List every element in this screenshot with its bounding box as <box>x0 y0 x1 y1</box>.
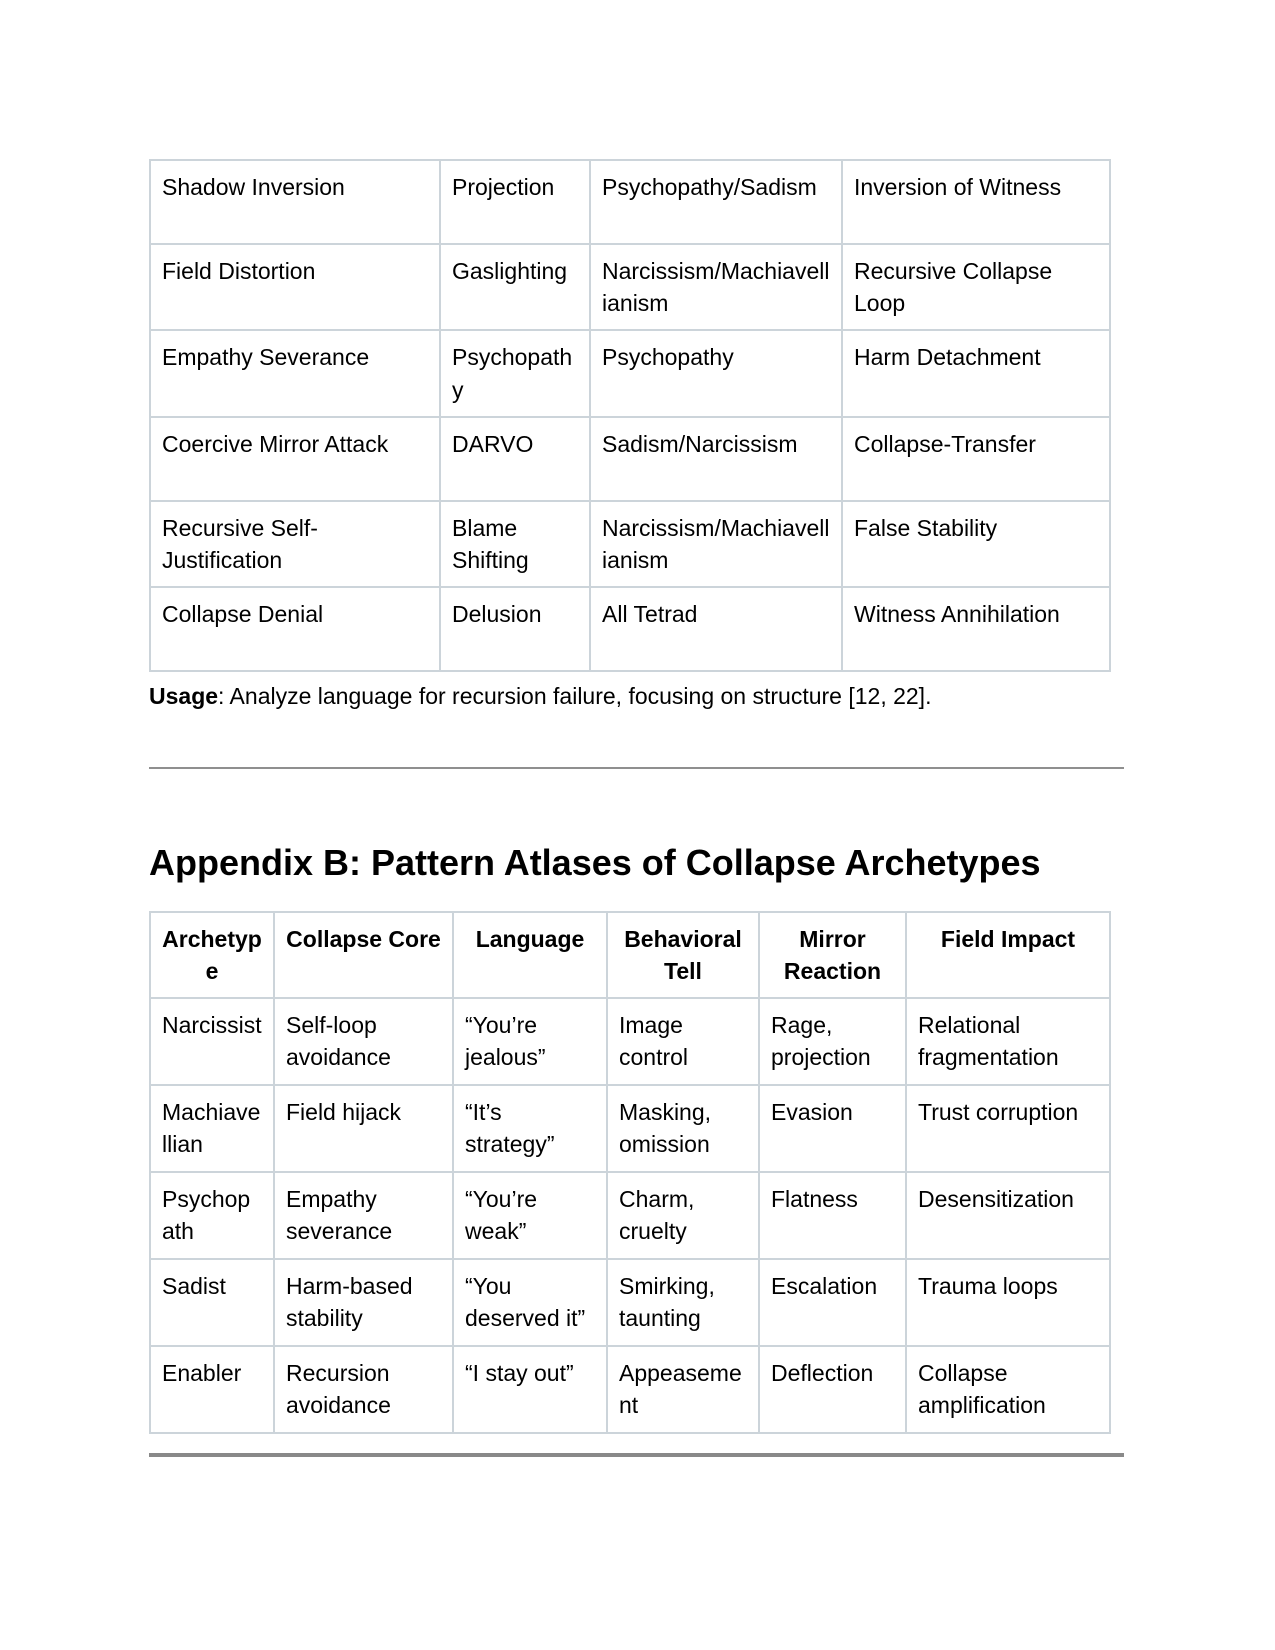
table-cell: Narcissist <box>150 998 274 1085</box>
table-cell: Deflection <box>759 1346 906 1433</box>
table-row <box>150 587 1110 671</box>
table-cell: Collapse-Transfer <box>842 417 1110 501</box>
table-cell: Trust corruption <box>906 1085 1110 1172</box>
table-row <box>150 244 1110 330</box>
table-cell: Collapse amplification <box>906 1346 1110 1433</box>
table-cell: False Stability <box>842 501 1110 587</box>
column-header: Language <box>453 912 607 998</box>
table-row <box>150 330 1110 416</box>
table-cell: Enabler <box>150 1346 274 1433</box>
column-header: Archetype <box>150 912 274 998</box>
column-header: Collapse Core <box>274 912 453 998</box>
table-cell: Inversion of Witness <box>842 160 1110 244</box>
table-cell: Psychopathy <box>590 330 842 416</box>
usage-text: : Analyze language for recursion failure, focusing on structure [12, 22]. <box>218 683 932 710</box>
table-cell: Masking, omission <box>607 1085 759 1172</box>
table-cell: Sadist <box>150 1259 274 1346</box>
table-cell: Harm-based stability <box>274 1259 453 1346</box>
column-header: Behavioral Tell <box>607 912 759 998</box>
table-cell: “You’re weak” <box>453 1172 607 1259</box>
table-row <box>150 417 1110 501</box>
table-cell: Psychopath <box>150 1172 274 1259</box>
table-row <box>150 1259 1110 1346</box>
table-row <box>150 1172 1110 1259</box>
table-row <box>150 998 1110 1085</box>
table-cell: Narcissism/Machiavellianism <box>590 244 842 330</box>
table-cell: Rage, projection <box>759 998 906 1085</box>
table-cell: Field hijack <box>274 1085 453 1172</box>
table-cell: Narcissism/Machiavellianism <box>590 501 842 587</box>
appendix-b-heading: Appendix B: Pattern Atlases of Collapse Archetypes <box>149 842 1041 884</box>
table-cell: Charm, cruelty <box>607 1172 759 1259</box>
table-cell: Recursive Self-Justification <box>150 501 440 587</box>
table-cell: Empathy severance <box>274 1172 453 1259</box>
table-cell: Image control <box>607 998 759 1085</box>
table-cell: Harm Detachment <box>842 330 1110 416</box>
table-cell: Self-loop avoidance <box>274 998 453 1085</box>
table-cell: Flatness <box>759 1172 906 1259</box>
table-cell: Blame Shifting <box>440 501 590 587</box>
table-cell: Witness Annihilation <box>842 587 1110 671</box>
table-cell: Sadism/Narcissism <box>590 417 842 501</box>
table-cell: Relational fragmentation <box>906 998 1110 1085</box>
table-cell: Empathy Severance <box>150 330 440 416</box>
table-cell: Shadow Inversion <box>150 160 440 244</box>
table-cell: Recursive Collapse Loop <box>842 244 1110 330</box>
table-cell: Appeasement <box>607 1346 759 1433</box>
archetype-atlas-table <box>149 911 1111 1434</box>
table-row <box>150 160 1110 244</box>
table-cell: “It’s strategy” <box>453 1085 607 1172</box>
horizontal-rule-bottom <box>149 1453 1124 1457</box>
table-cell: Psychopathy/Sadism <box>590 160 842 244</box>
table-cell: “You deserved it” <box>453 1259 607 1346</box>
table-cell: Trauma loops <box>906 1259 1110 1346</box>
table-cell: “You’re jealous” <box>453 998 607 1085</box>
table-cell: Machiavellian <box>150 1085 274 1172</box>
table-cell: Coercive Mirror Attack <box>150 417 440 501</box>
table-row <box>150 1346 1110 1433</box>
table-header-row <box>150 912 1110 998</box>
table-cell: Recursion avoidance <box>274 1346 453 1433</box>
table-cell: DARVO <box>440 417 590 501</box>
collapse-matrix-table <box>149 159 1111 672</box>
table-row <box>150 1085 1110 1172</box>
table-cell: Field Distortion <box>150 244 440 330</box>
usage-note <box>149 680 1109 712</box>
table-cell: “I stay out” <box>453 1346 607 1433</box>
table-cell: Projection <box>440 160 590 244</box>
column-header: Field Impact <box>906 912 1110 998</box>
table-cell: All Tetrad <box>590 587 842 671</box>
table-cell: Evasion <box>759 1085 906 1172</box>
table-row <box>150 501 1110 587</box>
table-cell: Smirking, taunting <box>607 1259 759 1346</box>
horizontal-rule <box>149 767 1124 769</box>
table-cell: Escalation <box>759 1259 906 1346</box>
table-cell: Delusion <box>440 587 590 671</box>
table-cell: Collapse Denial <box>150 587 440 671</box>
document-content <box>149 0 1124 1457</box>
usage-label: Usage <box>149 683 219 710</box>
table-cell: Desensitization <box>906 1172 1110 1259</box>
table-cell: Gaslighting <box>440 244 590 330</box>
column-header: Mirror Reaction <box>759 912 906 998</box>
table-cell: Psychopathy <box>440 330 590 416</box>
